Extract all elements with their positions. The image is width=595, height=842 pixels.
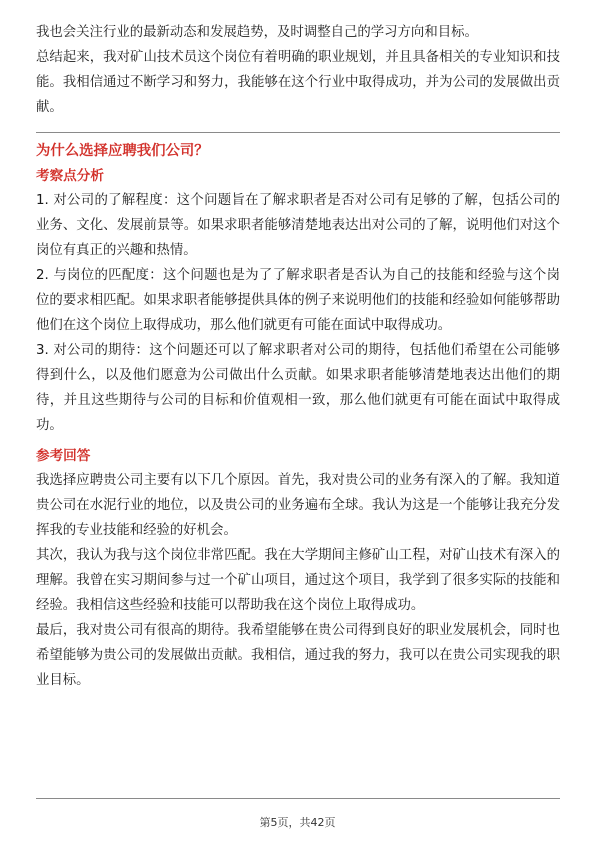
section-divider bbox=[36, 132, 560, 133]
analysis-item-1: 1. 对公司的了解程度：这个问题旨在了解求职者是否对公司有足够的了解，包括公司的业务、文化、发展前景等。如果求职者能够清楚地表达出对公司的了解，说明他们对这个岗位有真正的兴趣和热情。 bbox=[36, 193, 560, 258]
analysis-item-3: 3. 对公司的期待：这个问题还可以了解求职者对公司的期待，包括他们希望在公司能够得到什么，以及他们愿意为公司做出什么贡献。如果求职者能够清楚地表达出他们的期待，并且这些期待与公司的目标和价值观相一致，那么他们就更有可能在面试中取得成功。 bbox=[36, 343, 560, 433]
answer-title: 参考回答 bbox=[36, 448, 91, 464]
analysis-item-2: 2. 与岗位的匹配度：这个问题也是为了了解求职者是否认为自己的技能和经验与这个岗位的要求相匹配。如果求职者能够提供具体的例子来说明他们的技能和经验如何能够帮助他们在这个岗位上取得成功，那么他们就更有可能在面试中取得成功。 bbox=[36, 268, 560, 333]
footer-divider bbox=[36, 798, 560, 799]
page-content bbox=[36, 20, 560, 693]
answer-paragraph-2: 其次，我认为我与这个岗位非常匹配。我在大学期间主修矿山工程，对矿山技术有深入的理解。我曾在实习期间参与过一个矿山项目，通过这个项目，我学到了很多实际的技能和经验。我相信这些经验和技能可以帮助我在这个岗位上取得成功。 bbox=[36, 548, 560, 613]
analysis-title: 考察点分析 bbox=[36, 168, 104, 184]
question-title: 为什么选择应聘我们公司？ bbox=[36, 143, 209, 159]
intro-paragraph-2: 总结起来，我对矿山技术员这个岗位有着明确的职业规划，并且具备相关的专业知识和技能。我相信通过不断学习和努力，我能够在这个行业中取得成功，并为公司的发展做出贡献。 bbox=[36, 50, 560, 115]
intro-paragraph-1: 我也会关注行业的最新动态和发展趋势，及时调整自己的学习方向和目标。 bbox=[36, 25, 478, 40]
answer-paragraph-3: 最后，我对贵公司有很高的期待。我希望能够在贵公司得到良好的职业发展机会，同时也希望能够为贵公司的发展做出贡献。我相信，通过我的努力，我可以在贵公司实现我的职业目标。 bbox=[36, 623, 560, 688]
page-number: 第5页，共42页 bbox=[259, 816, 336, 829]
answer-paragraph-1: 我选择应聘贵公司主要有以下几个原因。首先，我对贵公司的业务有深入的了解。我知道贵公司在水泥行业的地位，以及贵公司的业务遍布全球。我认为这是一个能够让我充分发挥我的专业技能和经验的好机会。 bbox=[36, 473, 560, 538]
